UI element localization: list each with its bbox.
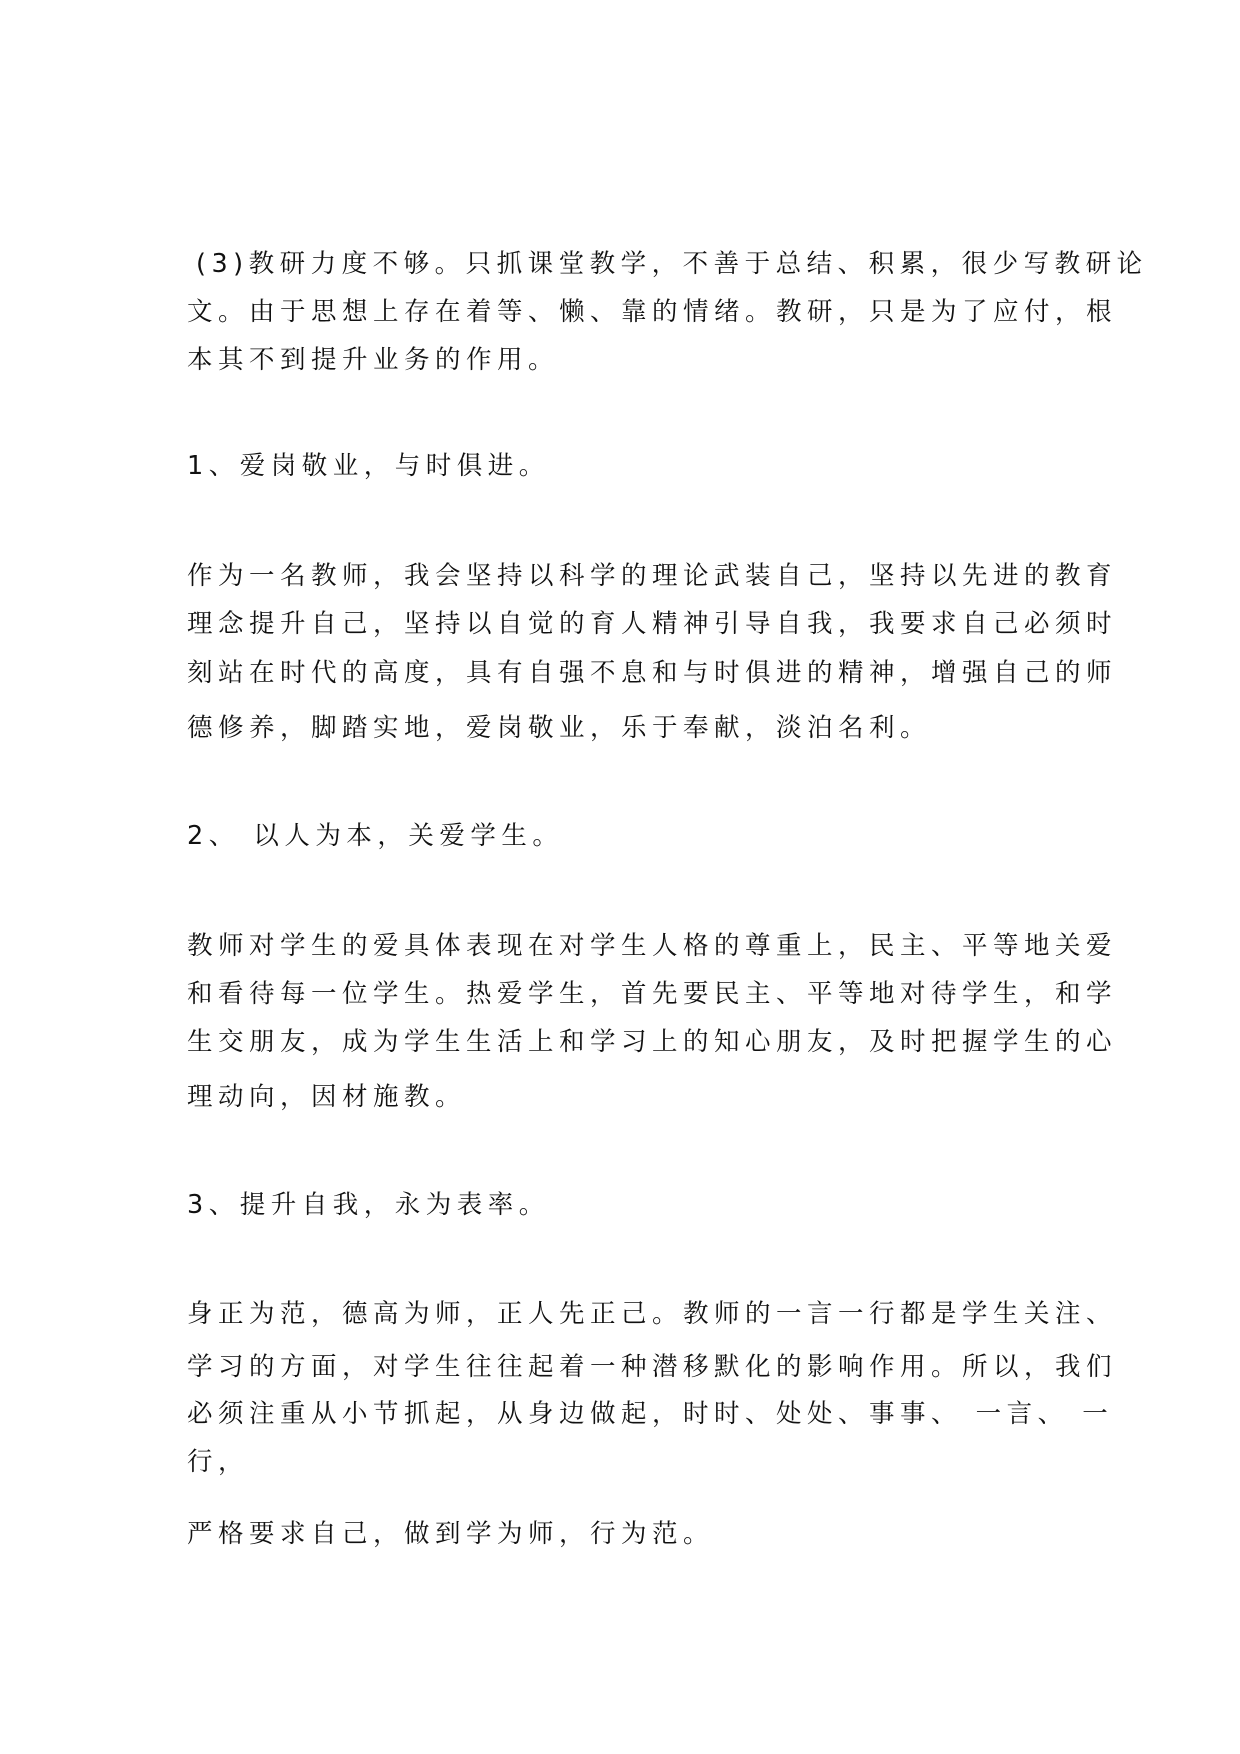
text-line: 教师对学生的爱具体表现在对学生人格的尊重上，民主、平等地关爱 xyxy=(187,931,1118,961)
text-line: 德修养，脚踏实地，爱岗敬业，乐于奉献，淡泊名利。 xyxy=(187,713,932,743)
text-line: 身正为范，德高为师，正人先正己。教师的一言一行都是学生关注、 xyxy=(187,1299,1118,1329)
section-heading: 2、 以人为本，关爱学生。 xyxy=(187,821,564,851)
text-line: 必须注重从小节抓起，从身边做起，时时、处处、事事、 一言、 一 xyxy=(187,1399,1114,1429)
text-line: 作为一名教师，我会坚持以科学的理论武装自己，坚持以先进的教育 xyxy=(187,561,1118,591)
text-line: (3)教研力度不够。只抓课堂教学，不善于总结、积累，很少写教研论 xyxy=(196,249,1148,279)
text-line: 行， xyxy=(187,1447,250,1477)
text-line: 严格要求自己，做到学为师，行为范。 xyxy=(187,1519,715,1549)
text-line: 和看待每一位学生。热爱学生，首先要民主、平等地对待学生，和学 xyxy=(187,979,1118,1009)
text-line: 文。由于思想上存在着等、懒、靠的情绪。教研，只是为了应付，根 xyxy=(187,297,1118,327)
text-line: 本其不到提升业务的作用。 xyxy=(187,345,560,375)
section-heading: 3、提升自我，永为表率。 xyxy=(187,1190,550,1220)
section-heading: 1、爱岗敬业，与时俱进。 xyxy=(187,451,550,481)
text-line: 生交朋友，成为学生生活上和学习上的知心朋友，及时把握学生的心 xyxy=(187,1027,1118,1057)
text-line: 刻站在时代的高度，具有自强不息和与时俱进的精神，增强自己的师 xyxy=(187,658,1118,688)
text-line: 学习的方面，对学生往往起着一种潜移默化的影响作用。所以，我们 xyxy=(187,1352,1118,1382)
text-line: 理动向，因材施教。 xyxy=(187,1082,467,1112)
text-line: 理念提升自己，坚持以自觉的育人精神引导自我，我要求自己必须时 xyxy=(187,609,1118,639)
